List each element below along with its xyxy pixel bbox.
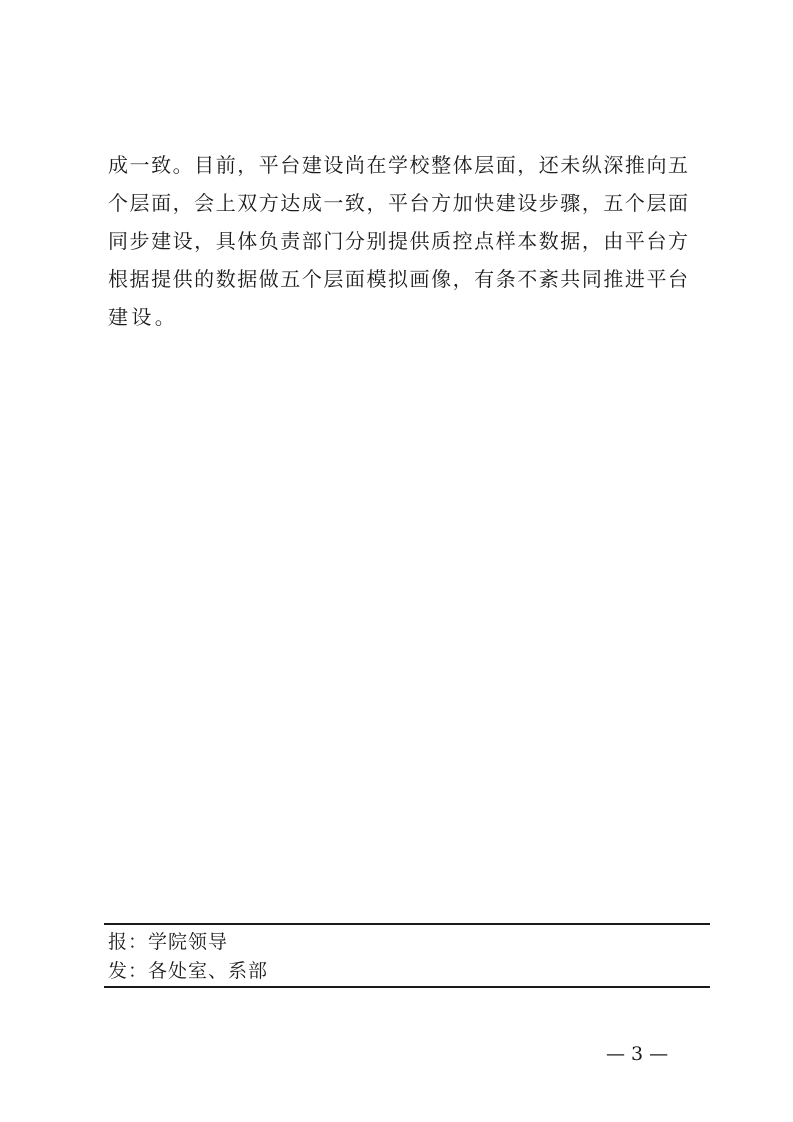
body-line-1: 成一致。目前，平台建设尚在学校整体层面，还未纵深推向五 (108, 153, 688, 177)
distribution-top-rule (104, 923, 710, 925)
body-text (108, 146, 688, 336)
body-line-4: 根据提供的数据做五个层面模拟画像，有条不紊共同推进平台 (108, 267, 688, 291)
report-to-line: 报：学院领导 (108, 931, 229, 953)
send-to-line: 发：各处室、系部 (108, 960, 269, 982)
body-line-3: 同步建设，具体负责部门分别提供质控点样本数据，由平台方 (108, 229, 688, 253)
body-line-2: 个层面，会上双方达成一致，平台方加快建设步骤，五个层面 (108, 191, 688, 215)
distribution-bottom-rule (104, 986, 710, 988)
body-line-5: 建设。 (108, 305, 179, 329)
page-number: — 3 — (606, 1043, 669, 1065)
